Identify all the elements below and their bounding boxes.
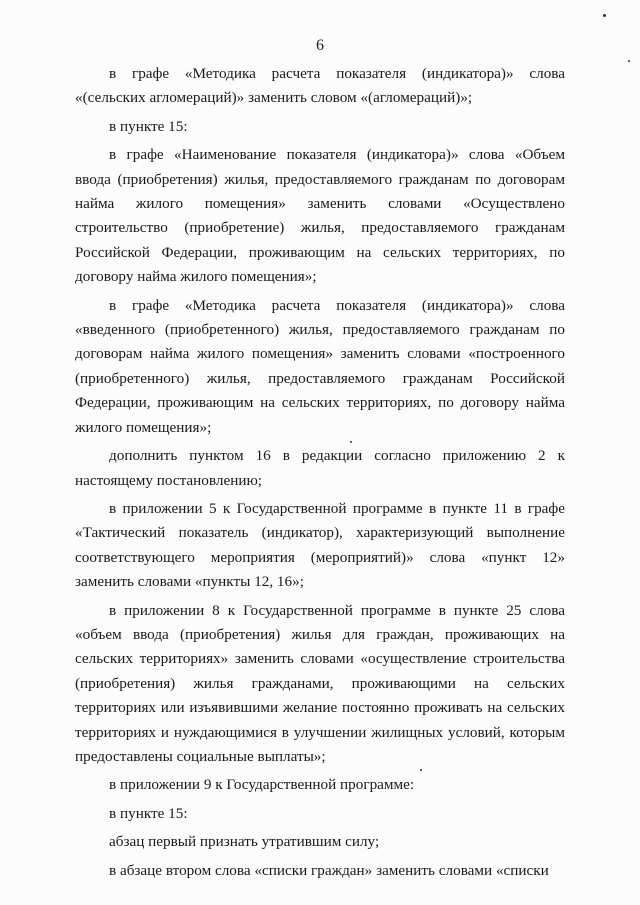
scan-speck xyxy=(350,441,352,443)
paragraph-2: в пункте 15: xyxy=(109,117,188,135)
scan-speck xyxy=(603,14,606,17)
paragraph-9: в пункте 15: xyxy=(109,804,188,822)
scan-speck xyxy=(628,60,630,62)
paragraph-11: в абзаце втором слова «списки граждан» заменить словами «списки xyxy=(109,861,549,879)
paragraph-6: в приложении 5 к Государственной программе в пункте 11 в графе «Тактический показатель (индикатор), характеризующий выполнение соответствующего мероприятия (мероприятий)» слова «пункт 12» заменить словами «пункты 12, 16»; xyxy=(75,499,565,591)
document-body xyxy=(75,62,565,883)
paragraph-3: в графе «Наименование показателя (индикатора)» слова «Объем ввода (приобретения) жилья, предоставляемого гражданам по договорам найма жилого помещения» заменить словами «Осуществлено строительство (приобретение) жилья, предоставляемого гражданам Российской Федерации, проживающим на сельских территориях, по договору найма жилого помещения»; xyxy=(75,146,565,286)
paragraph-4: в графе «Методика расчета показателя (индикатора)» слова «введенного (приобретенного) жилья, предоставляемого гражданам по договорам найма жилого помещения» заменить словами «построенного (приобретенного) жилья, предоставляемого гражданам Российской Федерации, проживающим на сельских территориях, по договору найма жилого помещения»; xyxy=(75,296,565,436)
paragraph-1: в графе «Методика расчета показателя (индикатора)» слова «(сельских агломераций)» заменить словом «(агломераций)»; xyxy=(75,65,565,107)
paragraph-8: в приложении 9 к Государственной программе: xyxy=(109,776,415,794)
page-number: 6 xyxy=(316,37,324,54)
paragraph-5: дополнить пунктом 16 в редакции согласно приложению 2 к настоящему постановлению; xyxy=(75,447,565,489)
paragraph-7: в приложении 8 к Государственной программе в пункте 25 слова «объем ввода (приобретения) жилья для граждан, проживающих на сельских территориях» заменить словами «осуществление строительства (приобретения) жилья гражданами, проживающими на сельских территориях или изъявившими желание постоянно проживать на сельских территориях и нуждающимися в улучшении жилищных условий, которым предоставлены социальные выплаты»; xyxy=(75,601,565,765)
paragraph-10: абзац первый признать утратившим силу; xyxy=(109,833,380,851)
scan-speck xyxy=(420,769,422,771)
